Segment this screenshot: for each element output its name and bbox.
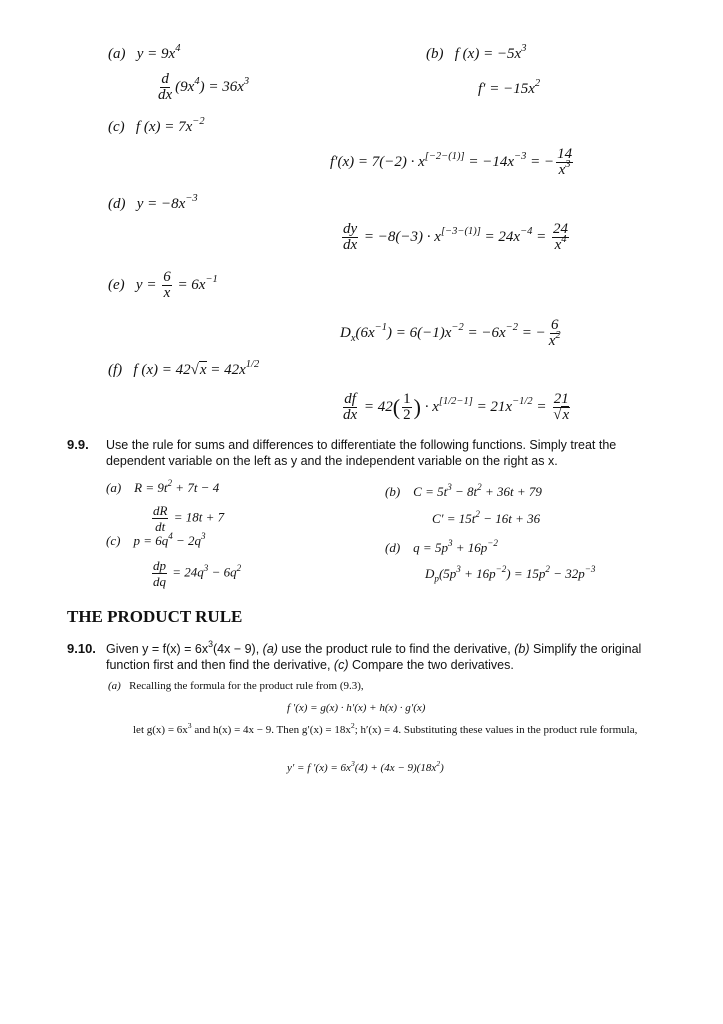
problem-9-9-a-derivative: $\frac{dR}{dt}$ = 18t + 7 bbox=[153, 503, 225, 534]
part-a-function: (a) $y = 9x^4$ bbox=[108, 43, 181, 62]
part-e-derivative: $D_x(6x^{-1}) = 6(-1)x^{-2} = -6x^{-2}$ = − $\frac{6}{x^2}$ bbox=[340, 317, 561, 349]
problem-9-9-number: 9.9. bbox=[67, 437, 89, 452]
part-b-function: (b) f $(x) = -5x^3$ bbox=[426, 43, 527, 62]
problem-9-9-d-derivative: $D_p(5p^3 + 16p^{-2}) = 15p^2 - 32p^{-3}$ bbox=[425, 564, 596, 584]
product-rule-formula: f ′(x) = g(x) · h′(x) + h(x) · g′(x) bbox=[287, 702, 426, 714]
problem-9-9-text: Use the rule for sums and differences to differentiate the following functions. Simply treat the dependent variable on the left as y and the independent variable on the right as x. bbox=[106, 438, 617, 468]
part-b-label: (b) bbox=[426, 46, 444, 62]
part-e-function: (e) y = $\frac{6}{x}$ = $6x^{-1}$ bbox=[108, 269, 218, 301]
part-f-derivative: $\frac{df}{dx}$ = 42( $\frac{1}{2}$ ) · $x[1/2-1] = 21x^{-1/2}$ = $\frac{21}{√x}$ bbox=[343, 391, 570, 423]
part-c-function: (c) f $(x) = 7x^{-2}$ bbox=[108, 116, 205, 135]
problem-9-9-a-function: (a) $R = 9t^2 + 7t - 4$ bbox=[106, 478, 220, 495]
problem-9-9-d-function: (d) $q = 5p^3 + 16p^{-2}$ bbox=[385, 538, 498, 555]
part-d-derivative: $\frac{dy}{dx}$ = $-8(-3) \cdot x[-3-(1)] = 24x^{-4}$ = $\frac{24}{x^4}$ bbox=[343, 221, 569, 253]
part-c-derivative: $f'(x) = 7(-2) \cdot x[-2-(1)] = -14x^{-3}$ = − $\frac{14}{x^3}$ bbox=[330, 146, 573, 178]
part-b-derivative: $f' = -15x^2$ bbox=[478, 78, 541, 97]
part-d-function: (d) $y = -8x^{-3}$ bbox=[108, 193, 198, 212]
problem-9-9-c-derivative: $\frac{dp}{dq}$ = $24q^3 - 6q^2$ bbox=[153, 558, 242, 589]
problem-9-10-number: 9.10. bbox=[67, 641, 96, 656]
part-c-label: (c) bbox=[108, 119, 125, 135]
part-a-label: (a) bbox=[108, 46, 126, 62]
problem-9-9-b-function: (b) $C = 5t^3 - 8t^2 + 36t + 79$ bbox=[385, 482, 542, 499]
part-a-derivative: $\frac{d}{dx}$ $(9x^4) = 36x^3$ bbox=[158, 71, 250, 103]
solution-a-substitution: let $g(x) = 6x^3$ and h(x) = 4x − 9. Then $g'(x) = 18x^2$; h′(x) = 4. Substituting these values in the product rule formula, bbox=[133, 720, 638, 736]
part-d-label: (d) bbox=[108, 196, 126, 212]
solution-a-intro: (a) Recalling the formula for the product rule from (9.3), bbox=[108, 680, 364, 692]
part-f-label: (f) bbox=[108, 362, 123, 378]
problem-9-10-text: Given $y = f(x) = 6x^3(4x - 9)$, (a) use the product rule to find the derivative, (b) Simplify the original function first and then find the derivative, (c) Compare the two derivatives. bbox=[106, 639, 642, 672]
problem-9-9-b-derivative: $C' = 15t^2 - 16t + 36$ bbox=[432, 509, 541, 526]
section-heading: THE PRODUCT RULE bbox=[67, 607, 243, 626]
problem-9-9-c-function: (c) $p = 6q^4 - 2q^3$ bbox=[106, 531, 206, 548]
part-f-function: (f) f $(x) = 42√x = 42x^{1/2}$ bbox=[108, 359, 260, 378]
part-e-label: (e) bbox=[108, 276, 125, 293]
solution-a-result: y′ = f $'(x) = 6x^3(4) + (4x - 9)(18x^2)$ bbox=[287, 758, 444, 774]
